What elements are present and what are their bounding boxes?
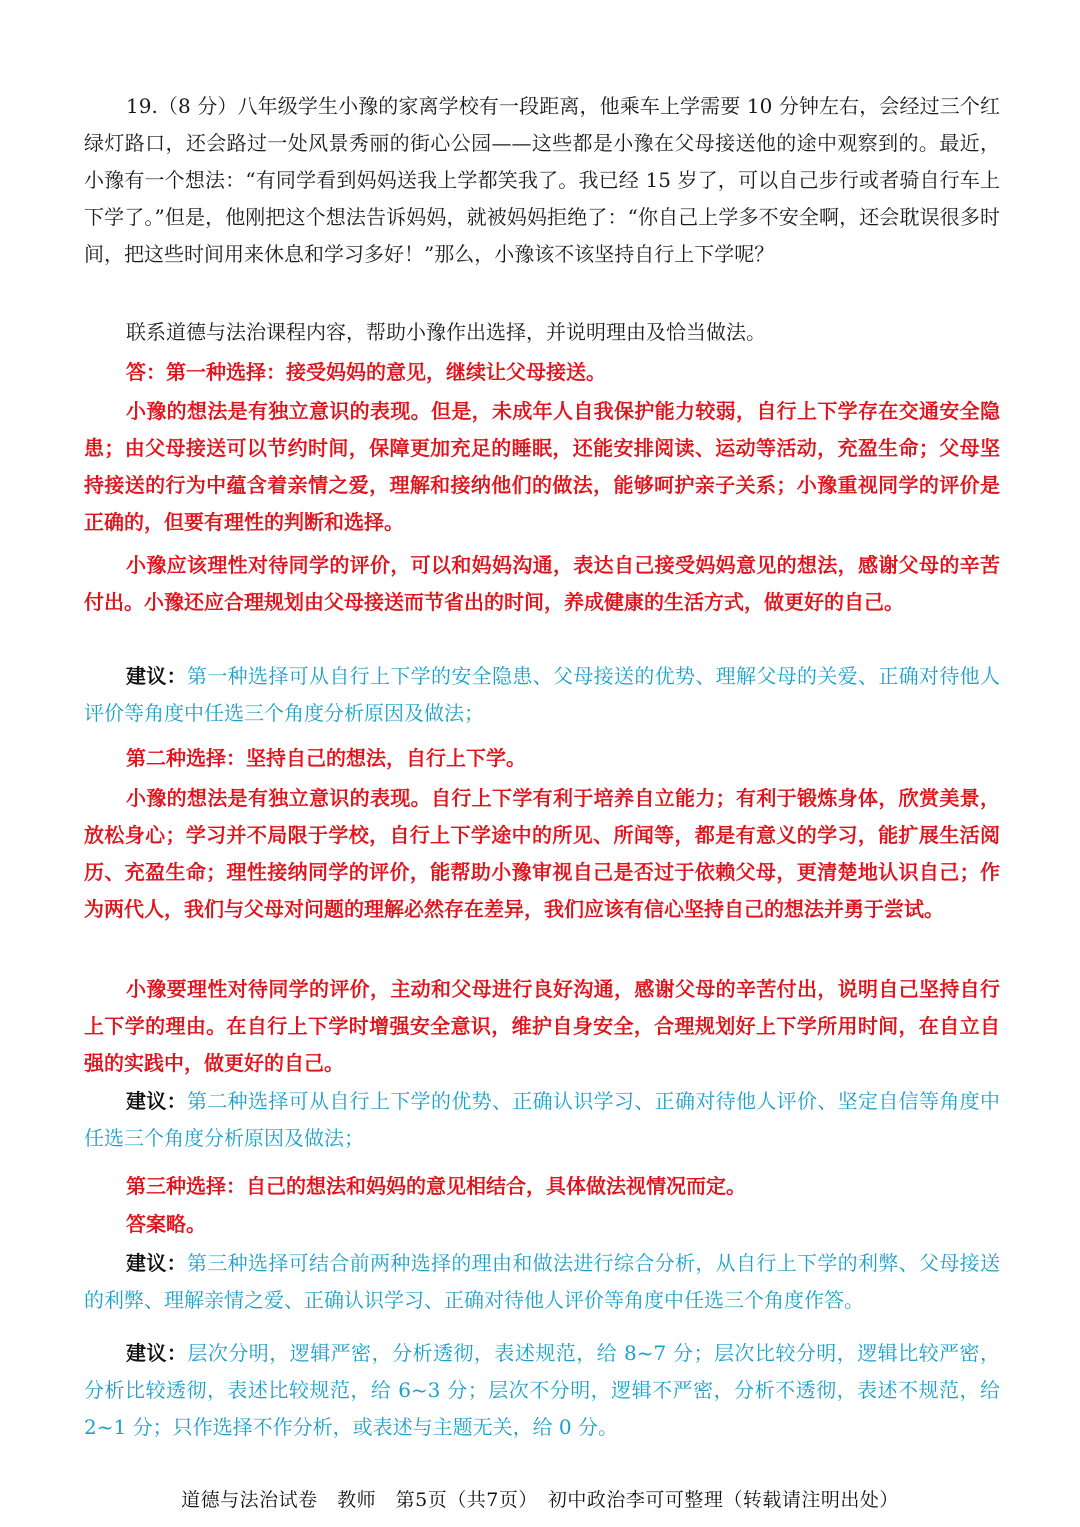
choice1-method: 小豫应该理性对待同学的评价，可以和妈妈沟通，表达自己接受妈妈意见的想法，感谢父母的辛苦付出。小豫还应合理规划由父母接送而节省出的时间，养成健康的生活方式，做更好的自己。 — [84, 553, 1000, 614]
suggestion-text: 第二种选择可从自行上下学的优势、正确认识学习、正确对待他人评价、坚定自信等角度中任选三个角度分析原因及做法； — [84, 1089, 1000, 1150]
choice2-suggestion — [84, 1083, 1000, 1157]
page-footer: 道德与法治试卷 教师 第5页（共7页） 初中政治李可可整理（转载请注明出处） — [181, 1489, 899, 1511]
question-instruction: 联系道德与法治课程内容，帮助小豫作出选择，并说明理由及恰当做法。 — [126, 320, 766, 344]
choice2-heading: 第二种选择：坚持自己的想法，自行上下学。 — [126, 746, 526, 770]
choice3-suggestion — [84, 1245, 1000, 1319]
suggestion-label: 建议： — [126, 664, 187, 688]
choice2-reason: 小豫的想法是有独立意识的表现。自行上下学有利于培养自立能力；有利于锻炼身体，欣赏美景，放松身心；学习并不局限于学校，自行上下学途中的所见、所闻等，都是有意义的学习，能扩展生活阅历、充盈生命；理性接纳同学的评价，能帮助小豫审视自己是否过于依赖父母，更清楚地认识自己；作为两代人，我们与父母对问题的理解必然存在差异，我们应该有信心坚持自己的想法并勇于尝试。 — [84, 786, 1000, 921]
suggestion-label: 建议： — [126, 1089, 187, 1113]
scoring-suggestion — [84, 1335, 1000, 1446]
choice1-reason: 小豫的想法是有独立意识的表现。但是，未成年人自我保护能力较弱，自行上下学存在交通安全隐患；由父母接送可以节约时间，保障更加充足的睡眠，还能安排阅读、运动等活动，充盈生命；父母坚持接送的行为中蕴含着亲情之爱，理解和接纳他们的做法，能够呵护亲子关系；小豫重视同学的评价是正确的，但要有理性的判断和选择。 — [84, 399, 1000, 534]
choice2-method: 小豫要理性对待同学的评价，主动和父母进行良好沟通，感谢父母的辛苦付出，说明自己坚持自行上下学的理由。在自行上下学时增强安全意识，维护自身安全，合理规划好上下学所用时间，在自立自强的实践中，做更好的自己。 — [84, 977, 1000, 1075]
suggestion-label: 建议： — [126, 1341, 188, 1365]
choice3-answer: 答案略。 — [126, 1212, 206, 1236]
choice1-suggestion — [84, 658, 1000, 732]
suggestion-text: 第三种选择可结合前两种选择的理由和做法进行综合分析，从自行上下学的利弊、父母接送的利弊、理解亲情之爱、正确认识学习、正确对待他人评价等角度中任选三个角度作答。 — [84, 1251, 1000, 1312]
scoring-text: 层次分明，逻辑严密，分析透彻，表述规范，给 8~7 分；层次比较分明，逻辑比较严密，分析比较透彻，表述比较规范，给 6~3 分；层次不分明，逻辑不严密，分析不透彻，表述不规范，给 2~1 分；只作选择不作分析，或表述与主题无关，给 0 分。 — [84, 1341, 1001, 1439]
suggestion-label: 建议： — [126, 1251, 187, 1275]
choice1-heading: 答：第一种选择：接受妈妈的意见，继续让父母接送。 — [126, 360, 606, 384]
suggestion-text: 第一种选择可从自行上下学的安全隐患、父母接送的优势、理解父母的关爱、正确对待他人评价等角度中任选三个角度分析原因及做法； — [84, 664, 1000, 725]
question-19: 19.（8 分）八年级学生小豫的家离学校有一段距离，他乘车上学需要 10 分钟左右，会经过三个红绿灯路口，还会路过一处风景秀丽的街心公园——这些都是小豫在父母接送他的途中观察到的。最近，小豫有一个想法：“有同学看到妈妈送我上学都笑我了。我已经 15 岁了，可以自己步行或者骑自行车上下学了。”但是，他刚把这个想法告诉妈妈，就被妈妈拒绝了：“你自己上学多不安全啊，还会耽误很多时间，把这些时间用来休息和学习多好！”那么，小豫该不该坚持自行上下学呢？ — [84, 94, 1000, 266]
choice3-heading: 第三种选择：自己的想法和妈妈的意见相结合，具体做法视情况而定。 — [126, 1174, 746, 1198]
